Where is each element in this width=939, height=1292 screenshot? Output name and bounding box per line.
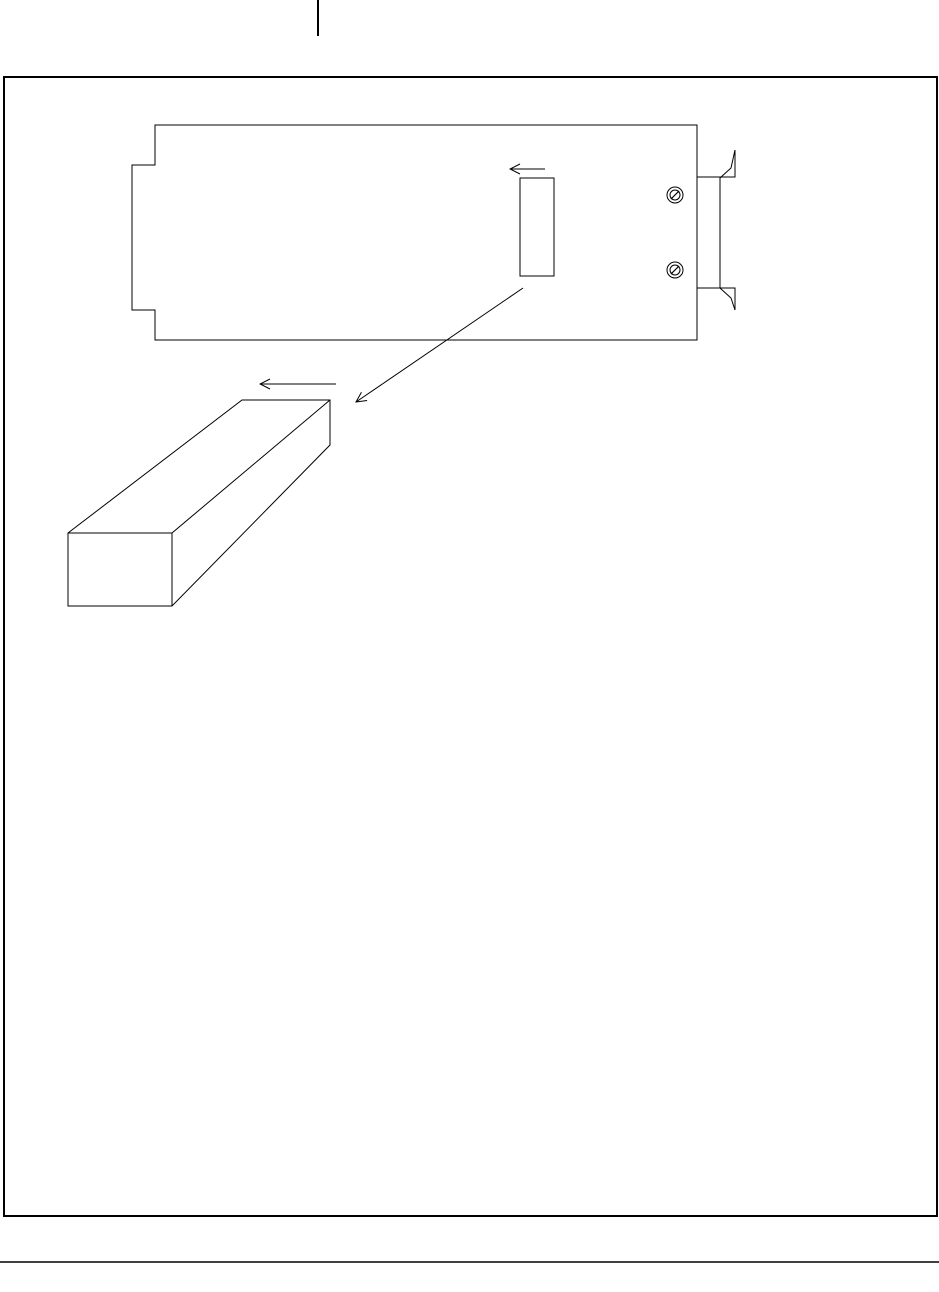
screw-icon — [667, 262, 683, 278]
circuit-board — [132, 125, 735, 340]
figure-frame — [4, 77, 937, 1216]
enlarged-dip-switch — [68, 384, 336, 606]
faceplate-bracket — [697, 150, 735, 310]
zoom-leader-arrow — [356, 288, 523, 402]
screw-icon — [667, 187, 683, 203]
board-dip-switch — [520, 178, 554, 276]
